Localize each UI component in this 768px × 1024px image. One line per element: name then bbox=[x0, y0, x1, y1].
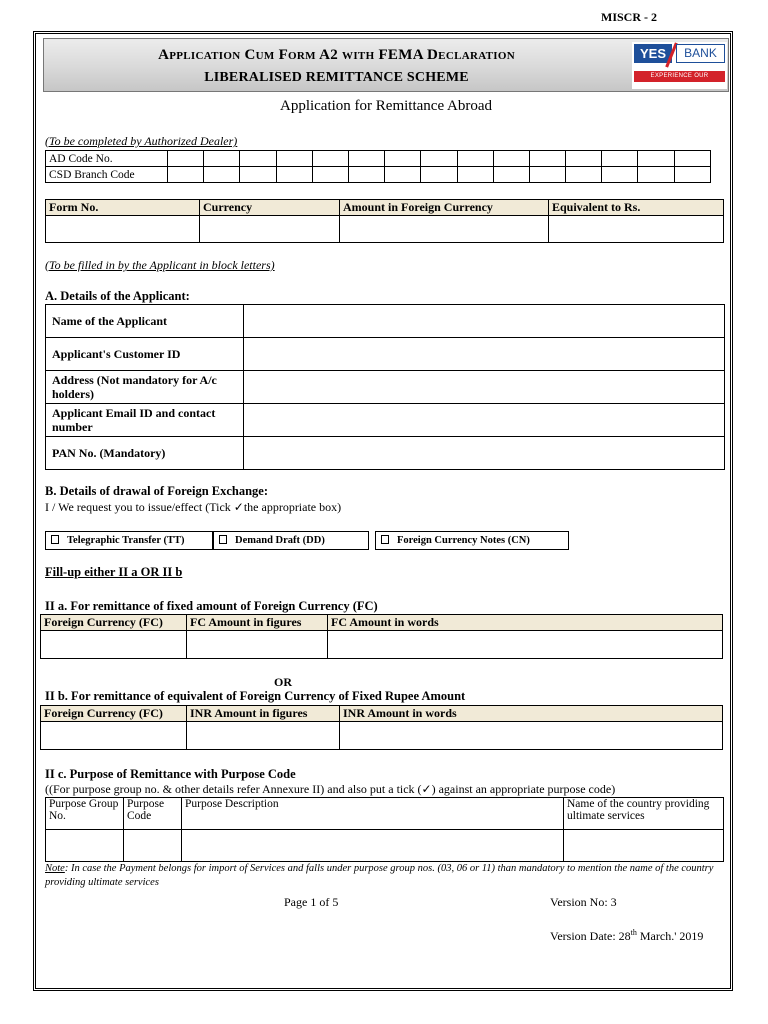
inr-fixed-header bbox=[41, 706, 723, 722]
fill-up-instruction: Fill-up either II a OR II b bbox=[45, 565, 183, 579]
form-title: Application Cum Form A2 with FEMA Declaration bbox=[158, 47, 515, 63]
fc-field[interactable] bbox=[41, 631, 187, 659]
tt-option-label: Telegraphic Transfer (TT) bbox=[67, 535, 185, 546]
pan-row bbox=[46, 437, 725, 470]
ad-code-cell[interactable] bbox=[240, 151, 276, 167]
fc-figures-field[interactable] bbox=[187, 631, 328, 659]
applicant-name-field[interactable] bbox=[244, 305, 725, 338]
purpose-description-header: Purpose Description bbox=[182, 798, 564, 830]
customer-id-field[interactable] bbox=[244, 338, 725, 371]
cn-option-label: Foreign Currency Notes (CN) bbox=[397, 535, 530, 546]
country-services-header: Name of the country providing ultimate services bbox=[564, 798, 724, 830]
section-b-instruction: I / We request you to issue/effect (Tick ✓the appropriate box) bbox=[45, 500, 342, 514]
ad-code-cell[interactable] bbox=[529, 151, 565, 167]
csd-branch-cell[interactable] bbox=[276, 167, 312, 183]
inr-fixed-row bbox=[41, 722, 723, 750]
csd-branch-cell[interactable] bbox=[168, 167, 204, 183]
applicant-name-label: Name of the Applicant bbox=[46, 305, 244, 338]
fc-figures-header: FC Amount in figures bbox=[187, 615, 328, 631]
fc-fixed-header bbox=[41, 615, 723, 631]
section-2c-instruction: ((For purpose group no. & other details refer Annexure II) and also put a tick (✓) against an appropriate purpose code) bbox=[45, 782, 616, 796]
purpose-description-field[interactable] bbox=[182, 830, 564, 862]
cn-option[interactable] bbox=[375, 531, 569, 550]
email-contact-row bbox=[46, 404, 725, 437]
csd-branch-cell[interactable] bbox=[312, 167, 348, 183]
ad-code-cell[interactable] bbox=[312, 151, 348, 167]
fc-amount-header: Amount in Foreign Currency bbox=[340, 200, 549, 216]
csd-branch-cell[interactable] bbox=[529, 167, 565, 183]
purpose-code-row bbox=[46, 830, 724, 862]
form-details-table bbox=[45, 199, 724, 243]
section-2b-title: II b. For remittance of equivalent of Foreign Currency of Fixed Rupee Amount bbox=[45, 689, 466, 703]
fc-amount-field[interactable] bbox=[340, 216, 549, 243]
section-b-title: B. Details of drawal of Foreign Exchange: bbox=[45, 484, 269, 498]
footnote bbox=[45, 862, 729, 890]
csd-branch-cell[interactable] bbox=[566, 167, 602, 183]
ad-code-cell[interactable] bbox=[204, 151, 240, 167]
customer-id-row bbox=[46, 338, 725, 371]
ad-code-label: AD Code No. bbox=[46, 151, 168, 167]
ad-code-table bbox=[45, 150, 711, 183]
csd-branch-cell[interactable] bbox=[493, 167, 529, 183]
csd-branch-cell[interactable] bbox=[385, 167, 421, 183]
address-label: Address (Not mandatory for A/c holders) bbox=[46, 371, 244, 404]
form-scheme-title: LIBERALISED REMITTANCE SCHEME bbox=[204, 70, 469, 85]
inr-fixed-table bbox=[40, 705, 723, 750]
inr-figures-field[interactable] bbox=[187, 722, 340, 750]
version-date-suffix: March.' 2019 bbox=[636, 929, 704, 943]
inr-figures-header: INR Amount in figures bbox=[187, 706, 340, 722]
logo-bank-text: BANK bbox=[676, 44, 725, 63]
csd-branch-cell[interactable] bbox=[421, 167, 457, 183]
footnote-text: : In case the Payment belongs for import of Services and falls under purpose group nos. (03, 06 or 11) than mandatory to mention the name of the country providing ultimate services bbox=[45, 863, 714, 888]
ad-code-cell[interactable] bbox=[602, 151, 638, 167]
ad-code-cell[interactable] bbox=[566, 151, 602, 167]
inr-words-field[interactable] bbox=[340, 722, 723, 750]
purpose-group-header: Purpose Group No. bbox=[46, 798, 124, 830]
csd-branch-cell[interactable] bbox=[240, 167, 276, 183]
ad-code-row bbox=[46, 151, 711, 167]
purpose-code-header bbox=[46, 798, 724, 830]
email-contact-field[interactable] bbox=[244, 404, 725, 437]
inr-words-header: INR Amount in words bbox=[340, 706, 723, 722]
ad-code-cell[interactable] bbox=[168, 151, 204, 167]
dd-option-label: Demand Draft (DD) bbox=[235, 535, 325, 546]
fc-fixed-table bbox=[40, 614, 723, 659]
fc-words-field[interactable] bbox=[328, 631, 723, 659]
email-contact-label: Applicant Email ID and contact number bbox=[46, 404, 244, 437]
address-row bbox=[46, 371, 725, 404]
form-details-header bbox=[46, 200, 724, 216]
purpose-group-field[interactable] bbox=[46, 830, 124, 862]
csd-branch-cell[interactable] bbox=[204, 167, 240, 183]
fc-words-header: FC Amount in words bbox=[328, 615, 723, 631]
section-a-title: A. Details of the Applicant: bbox=[45, 289, 190, 303]
logo-tagline: EXPERIENCE OUR EXPERTISE bbox=[634, 71, 725, 82]
dd-option[interactable] bbox=[213, 531, 369, 550]
csd-branch-cell[interactable] bbox=[348, 167, 384, 183]
csd-branch-cell[interactable] bbox=[674, 167, 710, 183]
purpose-code-header-cell: Purpose Code bbox=[124, 798, 182, 830]
footnote-label: Note bbox=[45, 863, 65, 874]
country-services-field[interactable] bbox=[564, 830, 724, 862]
ad-note: (To be completed by Authorized Dealer) bbox=[45, 134, 238, 148]
page-subtitle: Application for Remittance Abroad bbox=[279, 98, 493, 114]
inr-fc-header: Foreign Currency (FC) bbox=[41, 706, 187, 722]
currency-header: Currency bbox=[200, 200, 340, 216]
tt-option[interactable] bbox=[45, 531, 213, 550]
form-header bbox=[43, 38, 729, 92]
csd-branch-cell[interactable] bbox=[457, 167, 493, 183]
tt-checkbox[interactable] bbox=[51, 535, 59, 544]
ad-code-cell[interactable] bbox=[457, 151, 493, 167]
page-number: Page 1 of 5 bbox=[284, 895, 339, 909]
ad-code-cell[interactable] bbox=[385, 151, 421, 167]
csd-branch-label: CSD Branch Code bbox=[46, 167, 168, 183]
ad-code-cell[interactable] bbox=[421, 151, 457, 167]
form-frame bbox=[33, 31, 733, 991]
dd-checkbox[interactable] bbox=[219, 535, 227, 544]
currency-field[interactable] bbox=[200, 216, 340, 243]
ad-code-cell[interactable] bbox=[674, 151, 710, 167]
form-no-field[interactable] bbox=[46, 216, 200, 243]
version-date bbox=[550, 928, 703, 944]
form-no-header: Form No. bbox=[46, 200, 200, 216]
csd-branch-cell[interactable] bbox=[638, 167, 674, 183]
form-id: MISCR - 2 bbox=[601, 10, 657, 24]
fc-header: Foreign Currency (FC) bbox=[41, 615, 187, 631]
purpose-code-field[interactable] bbox=[124, 830, 182, 862]
ad-code-cell[interactable] bbox=[493, 151, 529, 167]
customer-id-label: Applicant's Customer ID bbox=[46, 338, 244, 371]
section-2a-title: II a. For remittance of fixed amount of Foreign Currency (FC) bbox=[45, 599, 378, 613]
version-date-prefix: Version Date: 28 bbox=[550, 929, 631, 943]
address-field[interactable] bbox=[244, 371, 725, 404]
applicant-name-row bbox=[46, 305, 725, 338]
csd-branch-cell[interactable] bbox=[602, 167, 638, 183]
cn-checkbox[interactable] bbox=[381, 535, 389, 544]
ad-code-cell[interactable] bbox=[638, 151, 674, 167]
equivalent-rs-field[interactable] bbox=[549, 216, 724, 243]
ad-code-cell[interactable] bbox=[276, 151, 312, 167]
version-date-sup: th bbox=[630, 928, 637, 937]
applicant-note: (To be filled in by the Applicant in block letters) bbox=[45, 258, 275, 272]
pan-label: PAN No. (Mandatory) bbox=[46, 437, 244, 470]
equivalent-rs-header: Equivalent to Rs. bbox=[549, 200, 724, 216]
section-2c-title: II c. Purpose of Remittance with Purpose Code bbox=[45, 767, 296, 781]
inr-fc-field[interactable] bbox=[41, 722, 187, 750]
csd-branch-row bbox=[46, 167, 711, 183]
applicant-details-table bbox=[45, 304, 725, 470]
purpose-code-table bbox=[45, 797, 724, 862]
version-number: Version No: 3 bbox=[550, 895, 617, 909]
ad-code-cell[interactable] bbox=[348, 151, 384, 167]
pan-field[interactable] bbox=[244, 437, 725, 470]
yes-bank-logo bbox=[632, 42, 727, 89]
fc-fixed-row bbox=[41, 631, 723, 659]
logo-yes-text: YES bbox=[634, 44, 672, 63]
or-separator: OR bbox=[274, 675, 292, 689]
form-details-row bbox=[46, 216, 724, 243]
